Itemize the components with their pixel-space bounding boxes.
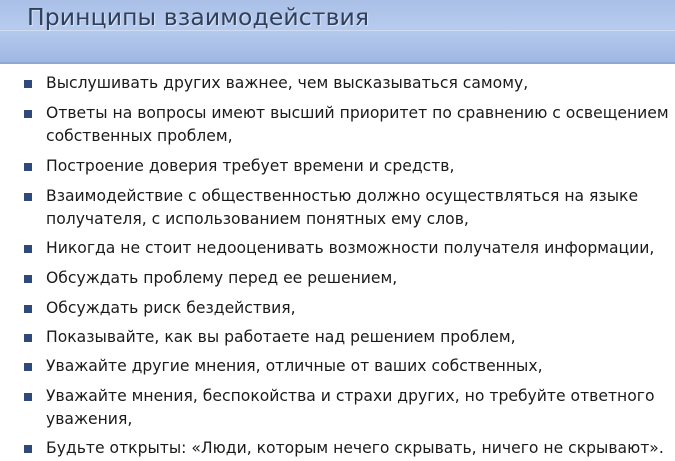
square-bullet-icon [24,110,32,118]
square-bullet-icon [24,334,32,342]
bullet-line: собственных проблем, [46,127,233,145]
bullet-line: Выслушивать других важнее, чем высказываться самому, [46,74,529,92]
square-bullet-icon [24,275,32,283]
bullet-item [46,326,675,349]
bullet-line: Обсуждать проблему перед ее решением, [46,269,398,287]
bullet-line: Уважайте мнения, беспокойства и страхи других, но требуйте ответного [46,387,655,405]
bullet-line: Обсуждать риск бездействия, [46,299,296,317]
bullet-line: получателя, с использованием понятных ему слов, [46,210,469,228]
square-bullet-icon [24,445,32,453]
bullet-item [46,72,675,95]
bullet-line: Взаимодействие с общественностью должно осуществляться на языке [46,187,639,205]
title-bar [0,0,675,64]
square-bullet-icon [24,393,32,401]
bullet-item [46,355,675,378]
square-bullet-icon [24,80,32,88]
bullet-item [46,102,675,148]
bullet-item [46,155,675,178]
bullet-item [46,267,675,290]
square-bullet-icon [24,193,32,201]
slide-title: Принципы взаимодействия [27,3,370,31]
square-bullet-icon [24,163,32,171]
bullet-item [46,185,675,231]
bullet-line: Показывайте, как вы работаете над решением проблем, [46,328,516,346]
bullet-line: Построение доверия требует времени и средств, [46,157,455,175]
bullet-line: Будьте открыты: «Люди, которым нечего скрывать, ничего не скрывают». [46,439,664,457]
square-bullet-icon [24,305,32,313]
square-bullet-icon [24,363,32,371]
bullet-line: Ответы на вопросы имеют высший приоритет по сравнению с освещением [46,104,669,122]
bullet-item [46,237,675,260]
bullet-item [46,385,675,431]
bullet-line: Никогда не стоит недооценивать возможности получателя информации, [46,239,655,257]
square-bullet-icon [24,245,32,253]
bullet-item [46,297,675,320]
bullet-line: Уважайте другие мнения, отличные от ваших собственных, [46,357,543,375]
bullet-line: уважения, [46,410,133,428]
bullet-item [46,437,675,460]
